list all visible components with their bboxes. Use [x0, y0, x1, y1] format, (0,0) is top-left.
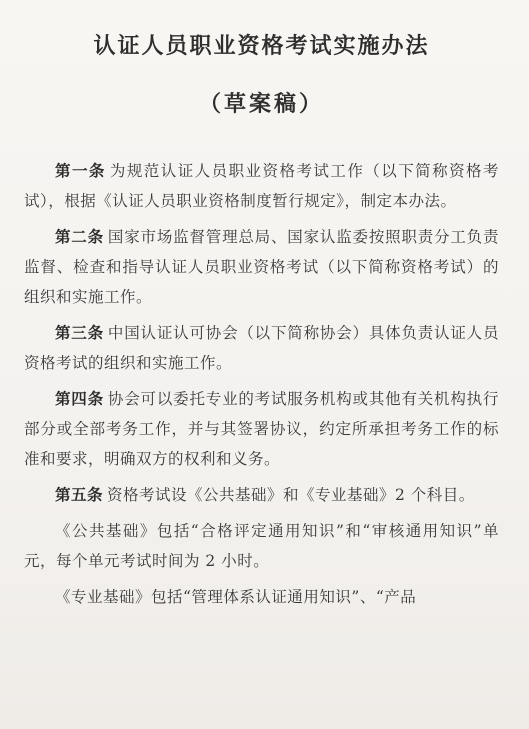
article-label: 第一条 — [55, 161, 106, 180]
article-4 — [24, 384, 499, 474]
article-5 — [24, 480, 499, 510]
article-3 — [24, 318, 499, 378]
paragraph-professional-basics: 《专业基础》包括“管理体系认证通用知识”、“产品 — [55, 588, 417, 606]
article-1 — [24, 156, 499, 216]
document-subtitle: （草案稿） — [198, 91, 324, 117]
document-body — [24, 156, 499, 612]
article-text: 为规范认证人员职业资格考试工作（以下简称资格考试），根据《认证人员职业资格制度暂行规定》，制定本办法。 — [24, 162, 499, 210]
article-label: 第四条 — [55, 389, 104, 408]
article-text: 协会可以委托专业的考试服务机构或其他有关机构执行部分或全部考务工作，并与其签署协议，约定所承担考务工作的标准和要求，明确双方的权利和义务。 — [24, 390, 499, 468]
article-text: 国家市场监督管理总局、国家认监委按照职责分工负责监督、检查和指导认证人员职业资格考试（以下简称资格考试）的组织和实施工作。 — [24, 228, 499, 306]
article-label: 第三条 — [55, 323, 104, 342]
paragraph-public-basics: 《公共基础》包括“合格评定通用知识”和“审核通用知识”单元，每个单元考试时间为 2 小时。 — [24, 522, 499, 570]
article-label: 第五条 — [55, 485, 104, 504]
article-label: 第二条 — [55, 227, 104, 246]
article-text: 资格考试设《公共基础》和《专业基础》2 个科目。 — [107, 486, 475, 504]
article-2 — [24, 222, 499, 312]
article-text: 中国认证认可协会（以下简称协会）具体负责认证人员资格考试的组织和实施工作。 — [24, 324, 499, 372]
document-title: 认证人员职业资格考试实施办法 — [93, 33, 430, 59]
